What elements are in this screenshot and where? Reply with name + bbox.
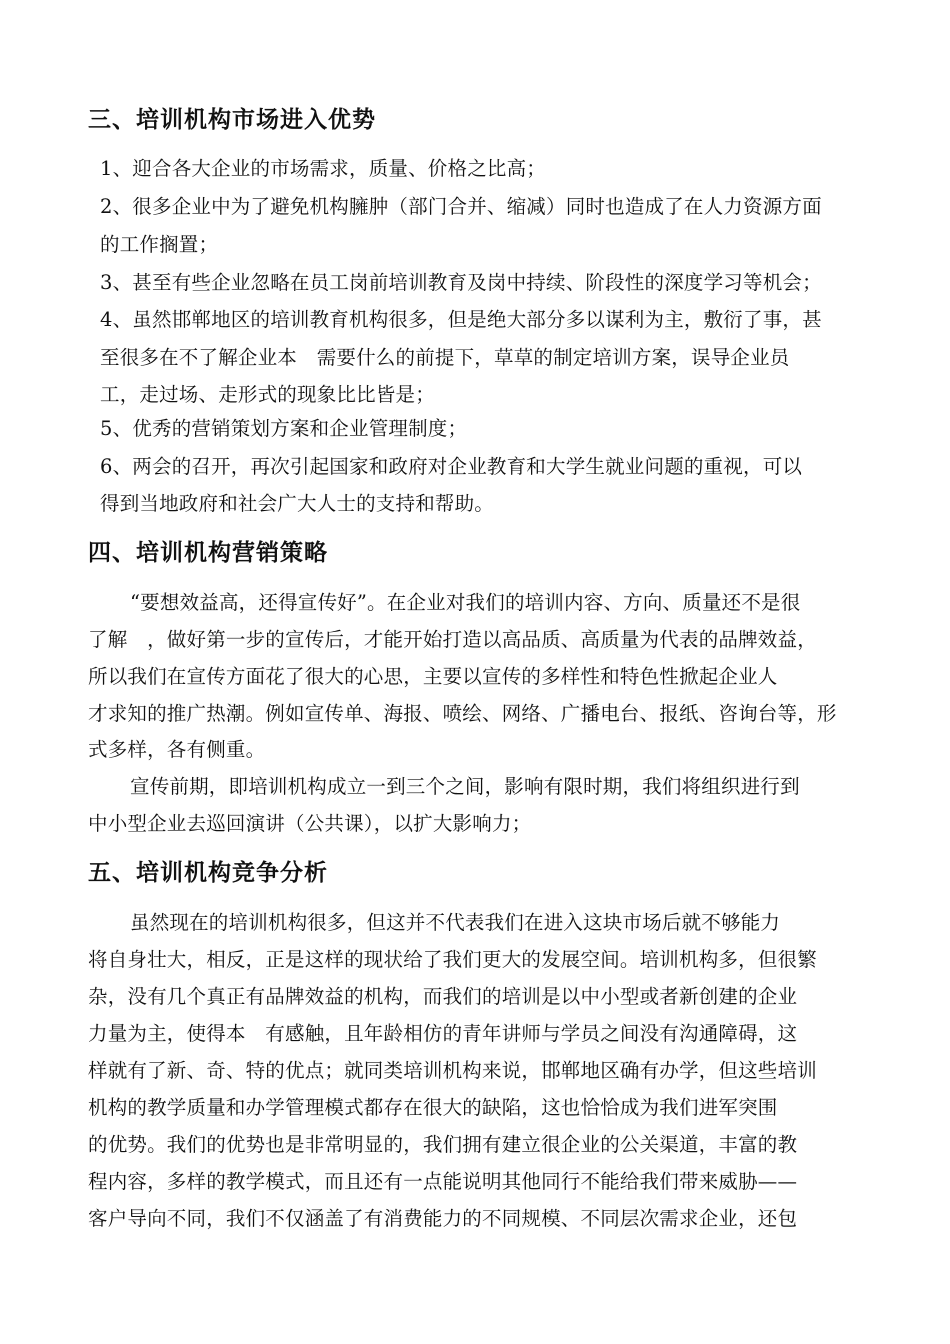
paragraph-line: 宣传前期，即培训机构成立一到三个之间，影响有限时期，我们将组织进行到: [130, 775, 800, 798]
paragraph-line: 机构的教学质量和办学管理模式都存在很大的缺陷，这也恰恰成为我们进军突围: [88, 1096, 778, 1119]
section-5-heading: 五、培训机构竞争分析: [88, 860, 328, 886]
paragraph-line: “要想效益高，还得宣传好”。在企业对我们的培训内容、方向、质量还不是很: [130, 591, 801, 614]
list-line: 4、虽然邯郸地区的培训教育机构很多，但是绝大部分多以谋利为主，敷衍了事，甚: [100, 308, 822, 331]
list-line: 得到当地政府和社会广大人士的支持和帮助。: [100, 492, 495, 515]
paragraph-line: 将自身壮大，相反，正是这样的现状给了我们更大的发展空间。培训机构多，但很繁: [88, 948, 817, 971]
paragraph-line: 式多样，各有侧重。: [88, 738, 266, 761]
paragraph-line: 虽然现在的培训机构很多，但这并不代表我们在进入这块市场后就不够能力: [130, 911, 781, 934]
list-line: 的工作搁置；: [100, 233, 219, 256]
list-line: 至很多在不了解企业本 需要什么的前提下，草草的制定培训方案，误导企业员: [100, 346, 790, 369]
list-line: 6、两会的召开，再次引起国家和政府对企业教育和大学生就业问题的重视，可以: [100, 455, 803, 478]
section-3-heading: 三、培训机构市场进入优势: [88, 107, 376, 133]
paragraph-line: 了解 ，做好第一步的宣传后，才能开始打造以高品质、高质量为代表的品牌效益，: [88, 628, 817, 651]
paragraph-line: 客户导向不同，我们不仅涵盖了有消费能力的不同规模、不同层次需求企业，还包: [88, 1207, 798, 1230]
list-line: 1、迎合各大企业的市场需求，质量、价格之比高；: [100, 157, 547, 180]
paragraph-line: 才求知的推广热潮。例如宣传单、海报、喷绘、网络、广播电台、报纸、咨询台等，形: [88, 702, 837, 725]
paragraph-line: 样就有了新、奇、特的优点；就同类培训机构来说，邯郸地区确有办学，但这些培训: [88, 1059, 817, 1082]
paragraph-line: 所以我们在宣传方面花了很大的心思，主要以宣传的多样性和特色性掀起企业人: [88, 665, 778, 688]
paragraph-line: 的优势。我们的优势也是非常明显的，我们拥有建立很企业的公关渠道，丰富的教: [88, 1133, 798, 1156]
paragraph-line: 程内容，多样的教学模式，而且还有一点能说明其他同行不能给我们带来威胁——: [88, 1170, 798, 1193]
list-line: 2、很多企业中为了避免机构臃肿（部门合并、缩减）同时也造成了在人力资源方面: [100, 195, 822, 218]
paragraph-line: 杂，没有几个真正有品牌效益的机构，而我们的培训是以中小型或者新创建的企业: [88, 985, 798, 1008]
paragraph-line: 力量为主，使得本 有感触，且年龄相仿的青年讲师与学员之间没有沟通障碍，这: [88, 1022, 798, 1045]
list-line: 工，走过场、走形式的现象比比皆是；: [100, 383, 435, 406]
section-4-heading: 四、培训机构营销策略: [88, 540, 328, 566]
list-line: 5、优秀的营销策划方案和企业管理制度；: [100, 417, 468, 440]
paragraph-line: 中小型企业去巡回演讲（公共课），以扩大影响力；: [88, 812, 532, 835]
list-line: 3、甚至有些企业忽略在员工岗前培训教育及岗中持续、阶段性的深度学习等机会；: [100, 271, 822, 294]
